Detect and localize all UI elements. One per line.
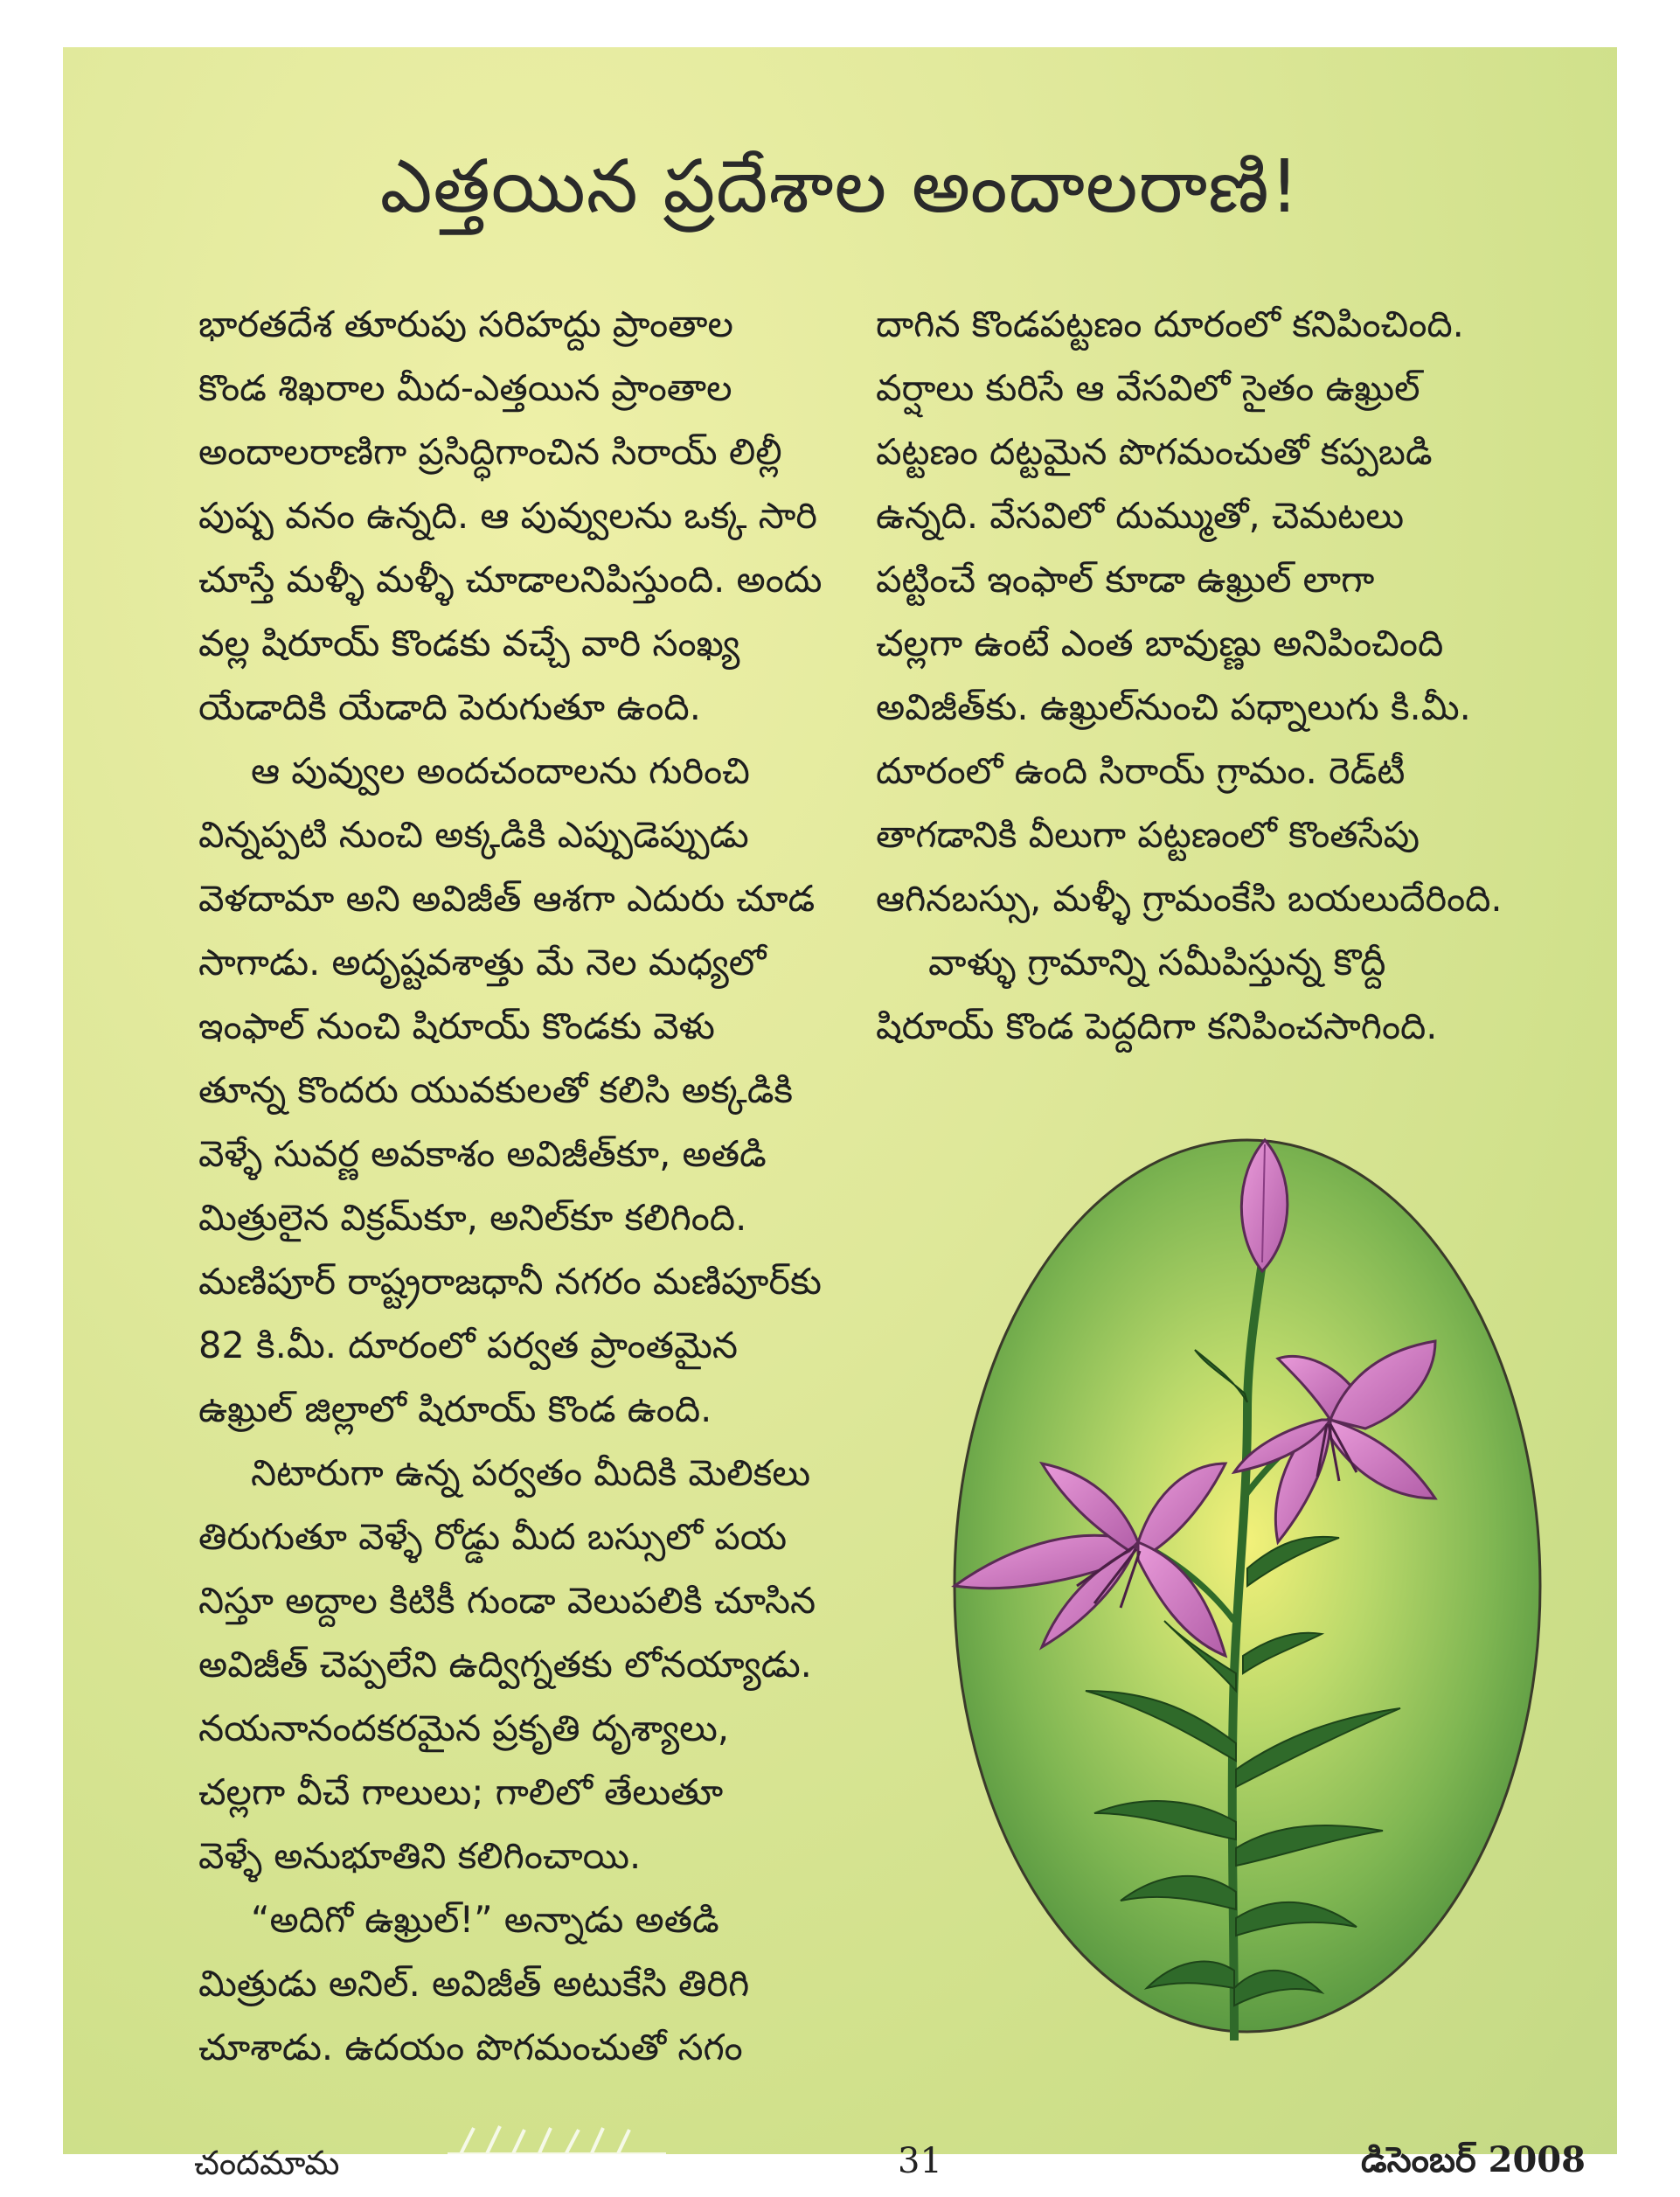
magazine-page: [63, 47, 1617, 2182]
text-line: ఆ పువ్వుల అందచందాలను గురించి: [251, 749, 750, 792]
text-line: “అదిగో ఉఖ్రుల్!” అన్నాడు అతడి: [251, 1898, 719, 1941]
text-line: అవిజీత్ చెప్పలేని ఉద్విగ్నతకు లోనయ్యాడు.: [198, 1643, 812, 1686]
text-line: వాళ్ళు గ్రామాన్ని సమీపిస్తున్న కొద్దీ: [928, 941, 1386, 984]
text-line: ఉన్నది. వేసవిలో దుమ్ముతో, చెమటలు: [876, 494, 1405, 537]
decorative-scribble: [448, 2119, 675, 2172]
footer-magazine-name: చందమామ: [194, 2144, 340, 2182]
text-line: తాగడానికి వీలుగా పట్టణంలో కొంతసేపు: [876, 813, 1420, 856]
text-line: చల్లగా ఉంటే ఎంత బావుణ్ణు అనిపించింది: [876, 622, 1444, 664]
text-line: నయనానందకరమైన ప్రకృతి దృశ్యాలు,: [198, 1707, 730, 1749]
text-line: తిరుగుతూ వెళ్ళే రోడ్డు మీద బస్సులో పయ: [198, 1515, 788, 1558]
text-line: ఇంఫాల్ నుంచి షిరూయ్ కొండకు వెళు: [198, 1005, 715, 1047]
text-line: నిటారుగా ఉన్న పర్వతం మీదికి మెలికలు: [251, 1451, 811, 1494]
text-line: ఆగినబస్సు, మళ్ళీ గ్రామంకేసి బయలుదేరింది.: [876, 877, 1503, 920]
left-column: [198, 292, 902, 2079]
right-column: [876, 292, 1566, 1058]
footer-issue-date: డిసెంబర్ 2008: [1361, 2139, 1586, 2180]
text-line: ఉఖ్రుల్ జిల్లాలో షిరూయ్ కొండ ఉంది.: [198, 1387, 712, 1430]
text-line: మిత్రుడు అనిల్. అవిజీత్ అటుకేసి తిరిగి: [198, 1962, 750, 2005]
text-line: విన్నప్పటి నుంచి అక్కడికి ఎప్పుడెప్పుడు: [198, 813, 749, 856]
text-line: 82 కి.మీ. దూరంలో పర్వత ప్రాంతమైన: [198, 1324, 739, 1366]
text-line: వెళ్ళే సువర్ణ అవకాశం అవిజీత్‌కూ, అతడి: [198, 1132, 767, 1175]
text-line: వెళదామా అని అవిజీత్ ఆశగా ఎదురు చూడ: [198, 877, 816, 920]
text-line: అందాలరాణిగా ప్రసిద్ధిగాంచిన సిరాయ్ లిల్లీ: [198, 430, 782, 473]
text-line: యేడాదికి యేడాది పెరుగుతూ ఉంది.: [198, 685, 701, 728]
text-line: మిత్రులైన విక్రమ్‌కూ, అనిల్‌కూ కలిగింది.: [198, 1196, 747, 1239]
text-line: చల్లగా వీచే గాలులు; గాలిలో తేలుతూ: [198, 1770, 724, 1813]
text-line: పుష్ప వనం ఉన్నది. ఆ పువ్వులను ఒక్క సారి: [198, 494, 818, 537]
text-line: కొండ శిఖరాల మీద-ఎత్తయిన ప్రాంతాల: [198, 366, 732, 409]
text-line: నిస్తూ అద్దాల కిటికీ గుండా వెలుపలికి చూసిన: [198, 1579, 816, 1622]
text-line: పట్టణం దట్టమైన పొగమంచుతో కప్పబడి: [876, 430, 1433, 473]
text-line: సాగాడు. అదృష్టవశాత్తు మే నెల మధ్యలో: [198, 941, 767, 984]
lily-illustration: [946, 1131, 1575, 2058]
text-line: చూశాడు. ఉదయం పొగమంచుతో సగం: [198, 2026, 743, 2068]
page-title: ఎత్తయిన ప్రదేశాల అందాలరాణి!: [379, 143, 1301, 229]
text-line: పట్టించే ఇంఫాల్ కూడా ఉఖ్రుల్ లాగా: [876, 558, 1375, 601]
text-line: తూన్న కొందరు యువకులతో కలిసి అక్కడికి: [198, 1068, 794, 1111]
text-line: దాగిన కొండపట్టణం దూరంలో కనిపించింది.: [876, 302, 1464, 345]
text-line: భారతదేశ తూరుపు సరిహద్దు ప్రాంతాల: [198, 302, 733, 345]
text-line: దూరంలో ఉంది సిరాయ్ గ్రామం. రెడ్‌టీ: [876, 749, 1406, 792]
text-line: మణిపూర్ రాష్ట్రరాజధానీ నగరం మణిపూర్‌కు: [198, 1260, 823, 1303]
text-line: వర్షాలు కురిసే ఆ వేసవిలో సైతం ఉఖ్రుల్: [876, 366, 1420, 409]
footer-page-number: 31: [898, 2141, 942, 2181]
text-line: అవిజీత్‌కు. ఉఖ్రుల్‌నుంచి పధ్నాలుగు కి.మీ.: [876, 685, 1471, 728]
text-line: వల్ల షిరూయ్ కొండకు వచ్చే వారి సంఖ్య: [198, 622, 740, 664]
text-line: వెళ్ళే అనుభూతిని కలిగించాయి.: [198, 1834, 642, 1877]
text-line: చూస్తే మళ్ళీ మళ్ళీ చూడాలనిపిస్తుంది. అందు: [198, 558, 823, 601]
text-line: షిరూయ్ కొండ పెద్దదిగా కనిపించసాగింది.: [876, 1005, 1438, 1047]
